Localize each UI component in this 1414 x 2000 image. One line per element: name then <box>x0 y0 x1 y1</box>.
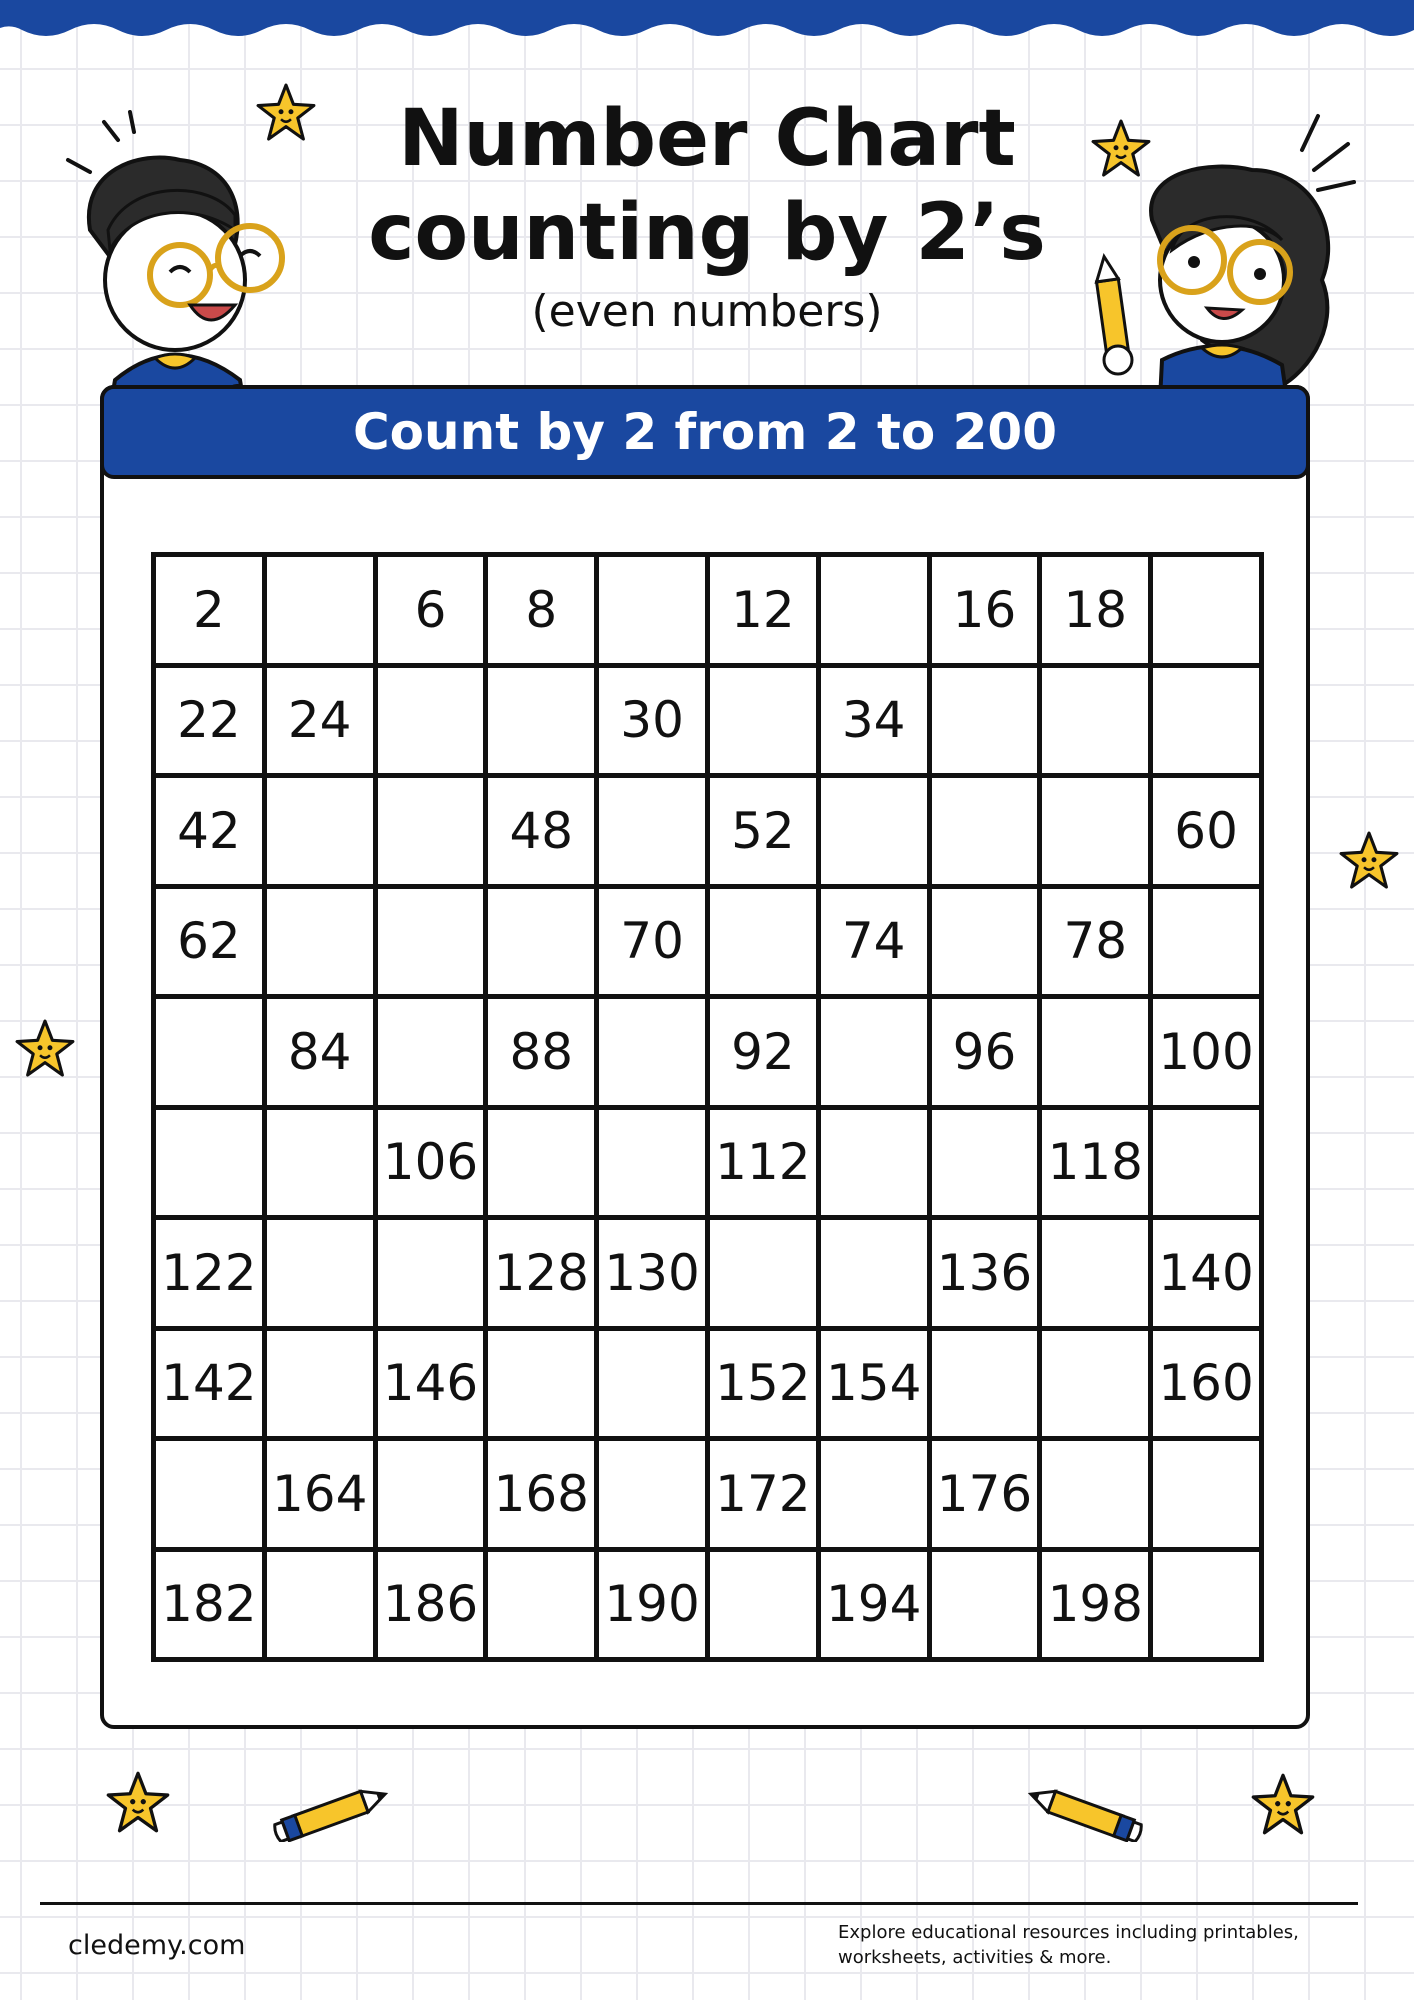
grid-cell <box>821 1441 932 1552</box>
grid-cell: 100 <box>1153 999 1264 1110</box>
grid-cell <box>710 1552 821 1663</box>
grid-cell: 106 <box>378 1110 489 1221</box>
grid-cell <box>932 1331 1043 1442</box>
grid-cell <box>378 1220 489 1331</box>
grid-cell <box>1153 1441 1264 1552</box>
grid-cell: 8 <box>488 557 599 668</box>
grid-cell: 136 <box>932 1220 1043 1331</box>
grid-cell <box>932 1552 1043 1663</box>
footer-tagline-line-2: worksheets, activities & more. <box>838 1947 1112 1968</box>
title-line-2: counting by 2’s <box>368 188 1046 278</box>
grid-cell <box>267 889 378 1000</box>
grid-cell <box>156 999 267 1110</box>
grid-cell <box>378 668 489 779</box>
banner-text: Count by 2 from 2 to 200 <box>352 403 1058 461</box>
grid-cell <box>156 1110 267 1221</box>
grid-cell <box>710 1220 821 1331</box>
grid-cell <box>267 1331 378 1442</box>
grid-cell: 84 <box>267 999 378 1110</box>
boy-illustration <box>60 110 300 410</box>
footer-site: cledemy.com <box>68 1930 246 1961</box>
star-icon <box>14 1018 76 1080</box>
grid-cell <box>267 557 378 668</box>
grid-cell <box>1153 557 1264 668</box>
grid-cell: 160 <box>1153 1331 1264 1442</box>
footer-tagline-line-1: Explore educational resources including printables, <box>838 1922 1299 1943</box>
grid-cell <box>1042 999 1153 1110</box>
grid-cell: 30 <box>599 668 710 779</box>
grid-cell <box>932 668 1043 779</box>
grid-cell: 70 <box>599 889 710 1000</box>
grid-cell <box>821 778 932 889</box>
star-icon <box>1338 830 1400 892</box>
grid-cell: 60 <box>1153 778 1264 889</box>
grid-cell: 182 <box>156 1552 267 1663</box>
star-icon <box>1090 118 1152 180</box>
grid-cell <box>488 1331 599 1442</box>
grid-cell: 142 <box>156 1331 267 1442</box>
grid-cell <box>932 1110 1043 1221</box>
grid-cell <box>378 999 489 1110</box>
grid-cell: 92 <box>710 999 821 1110</box>
grid-cell <box>599 1441 710 1552</box>
grid-cell: 154 <box>821 1331 932 1442</box>
grid-cell: 186 <box>378 1552 489 1663</box>
title-line-1: Number Chart <box>398 94 1016 184</box>
footer-divider <box>40 1902 1358 1905</box>
grid-cell: 16 <box>932 557 1043 668</box>
top-wave-border <box>0 0 1414 50</box>
grid-cell <box>821 1110 932 1221</box>
grid-cell: 6 <box>378 557 489 668</box>
grid-cell <box>378 1441 489 1552</box>
grid-cell: 128 <box>488 1220 599 1331</box>
grid-cell: 22 <box>156 668 267 779</box>
grid-cell: 140 <box>1153 1220 1264 1331</box>
grid-cell <box>1153 889 1264 1000</box>
grid-cell: 18 <box>1042 557 1153 668</box>
grid-cell <box>156 1441 267 1552</box>
pencil-icon <box>1022 1782 1144 1842</box>
chart-banner <box>100 385 1310 479</box>
grid-cell: 52 <box>710 778 821 889</box>
grid-cell <box>488 1552 599 1663</box>
grid-cell: 164 <box>267 1441 378 1552</box>
footer-tagline <box>838 1920 1338 1970</box>
grid-cell <box>599 778 710 889</box>
grid-cell: 198 <box>1042 1552 1153 1663</box>
grid-cell: 172 <box>710 1441 821 1552</box>
grid-cell: 190 <box>599 1552 710 1663</box>
grid-cell <box>378 889 489 1000</box>
grid-cell: 194 <box>821 1552 932 1663</box>
grid-cell <box>821 1220 932 1331</box>
number-grid <box>151 552 1264 1662</box>
grid-cell: 122 <box>156 1220 267 1331</box>
grid-cell: 96 <box>932 999 1043 1110</box>
grid-cell <box>267 1110 378 1221</box>
grid-cell <box>1153 1552 1264 1663</box>
grid-cell: 146 <box>378 1331 489 1442</box>
star-icon <box>105 1770 171 1836</box>
grid-cell <box>599 999 710 1110</box>
grid-cell: 118 <box>1042 1110 1153 1221</box>
star-icon <box>255 82 317 144</box>
grid-cell <box>1042 668 1153 779</box>
grid-cell: 62 <box>156 889 267 1000</box>
grid-cell <box>267 1552 378 1663</box>
grid-cell: 48 <box>488 778 599 889</box>
grid-cell: 176 <box>932 1441 1043 1552</box>
grid-cell <box>488 889 599 1000</box>
grid-cell <box>821 557 932 668</box>
grid-cell <box>1042 778 1153 889</box>
grid-cell: 42 <box>156 778 267 889</box>
pencil-icon <box>1093 255 1129 361</box>
page-title <box>357 92 1057 280</box>
grid-cell <box>1042 1331 1153 1442</box>
grid-cell <box>1042 1441 1153 1552</box>
grid-cell <box>378 778 489 889</box>
grid-cell: 88 <box>488 999 599 1110</box>
grid-cell <box>710 668 821 779</box>
grid-cell <box>599 557 710 668</box>
grid-cell: 168 <box>488 1441 599 1552</box>
star-icon <box>1250 1772 1316 1838</box>
grid-cell: 12 <box>710 557 821 668</box>
grid-cell <box>599 1110 710 1221</box>
grid-cell <box>1042 1220 1153 1331</box>
grid-cell: 78 <box>1042 889 1153 1000</box>
grid-cell <box>932 778 1043 889</box>
page-subtitle: (even numbers) <box>531 286 883 337</box>
grid-cell <box>267 1220 378 1331</box>
grid-cell <box>1153 668 1264 779</box>
grid-cell <box>267 778 378 889</box>
grid-cell: 152 <box>710 1331 821 1442</box>
grid-cell <box>599 1331 710 1442</box>
grid-cell <box>1153 1110 1264 1221</box>
grid-cell: 34 <box>821 668 932 779</box>
grid-cell: 130 <box>599 1220 710 1331</box>
grid-cell: 24 <box>267 668 378 779</box>
sparkle-lines-icon <box>1302 116 1354 190</box>
grid-cell: 74 <box>821 889 932 1000</box>
grid-cell <box>488 668 599 779</box>
grid-cell <box>710 889 821 1000</box>
grid-cell: 2 <box>156 557 267 668</box>
grid-cell: 112 <box>710 1110 821 1221</box>
grid-cell <box>821 999 932 1110</box>
grid-cell <box>932 889 1043 1000</box>
grid-cell <box>488 1110 599 1221</box>
pencil-icon <box>272 1782 394 1842</box>
